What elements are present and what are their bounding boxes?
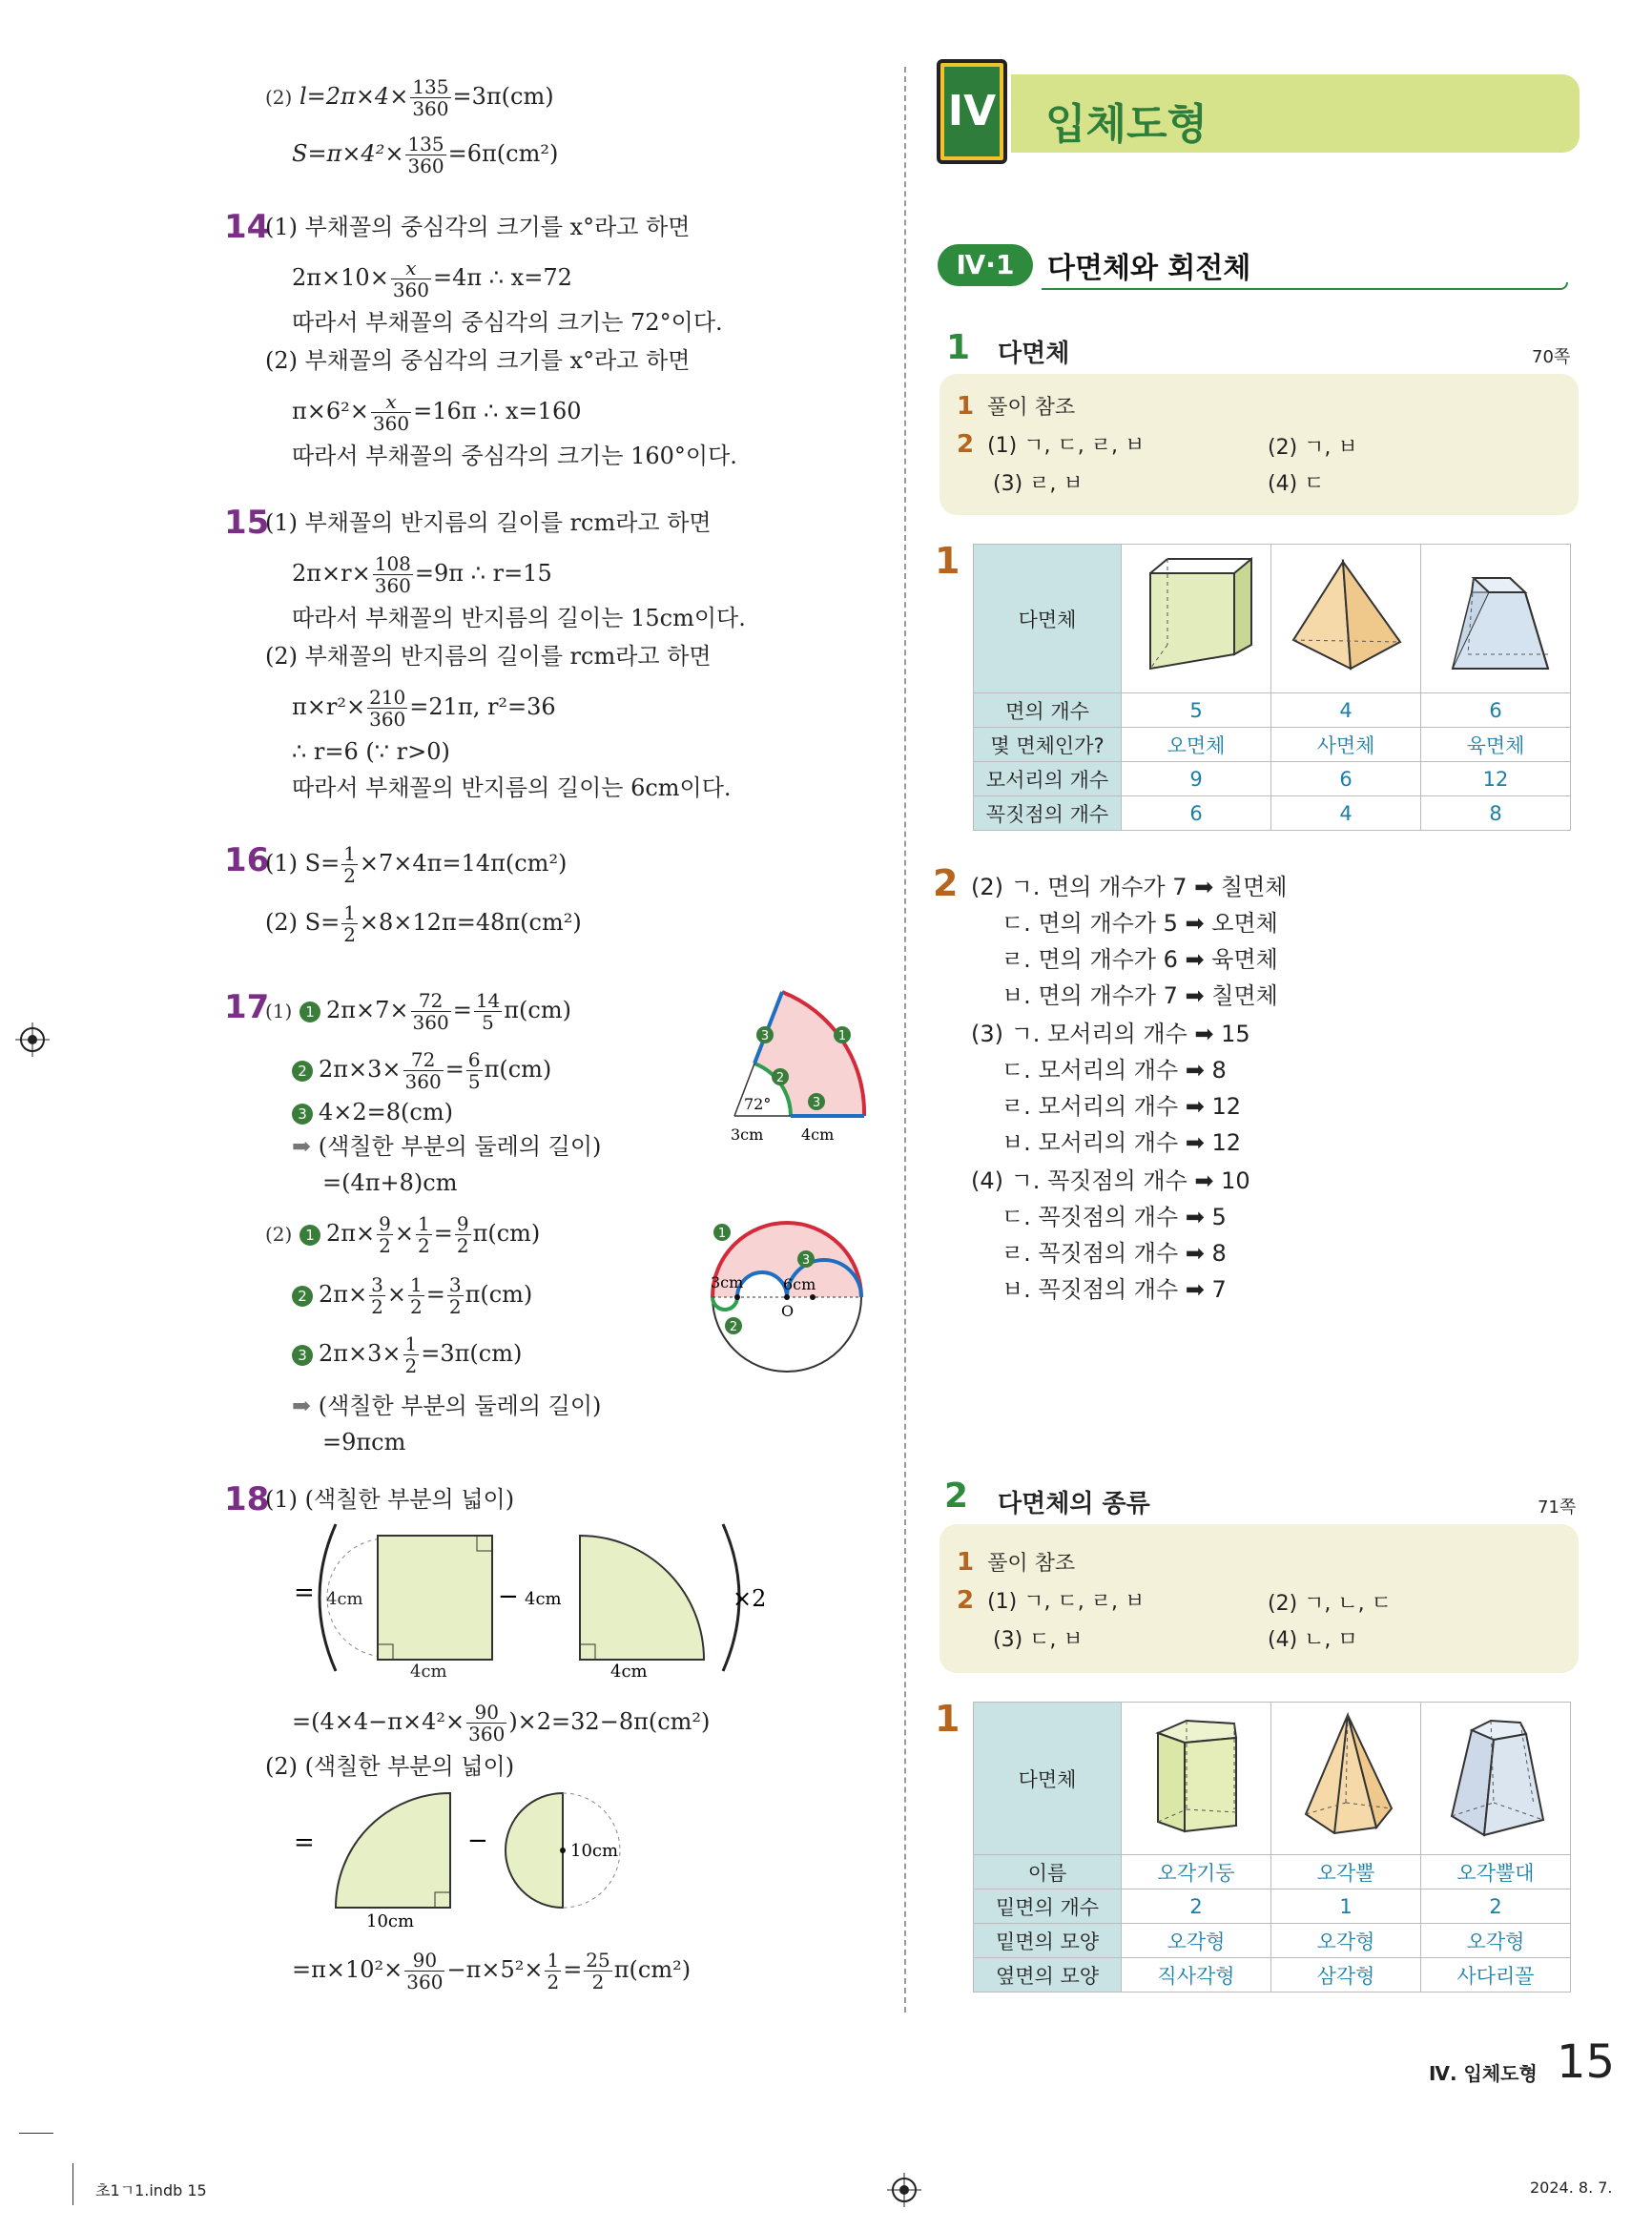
answer2-line: (2) ㄱ. 면의 개수가 7 ➡ 칠면체 (971, 874, 1288, 900)
answer2-line: ㄷ. 꼭짓점의 개수 ➡ 5 (1002, 1204, 1227, 1230)
fraction: $\frac{6}{5}$ (467, 1048, 481, 1093)
circled-1-icon: 1 (299, 1225, 320, 1246)
answer2-line: ㄹ. 면의 개수가 6 ➡ 육면체 (1002, 946, 1278, 973)
table-header: 다면체 (974, 545, 1122, 693)
fraction: $\frac{135}{360}$ (407, 133, 444, 177)
length-label: 4cm (410, 1662, 447, 1679)
p18-1-text: (1) (색칠한 부분의 넓이) (265, 1486, 515, 1513)
equals-sign: = (294, 1579, 315, 1607)
svg-text:3: 3 (760, 1029, 770, 1043)
column-divider (904, 67, 906, 2013)
problem-number-16: 16 (224, 841, 270, 879)
p13-2-line2: S=π×4²× $\frac{135}{360}$ =6π(cm²) (292, 133, 559, 177)
length-label: 4cm (610, 1662, 648, 1679)
tetrahedron-icon (1284, 554, 1408, 678)
shape-cell (1122, 1703, 1271, 1855)
chapter-roman: IV (944, 67, 1000, 156)
fraction: $\frac{72}{360}$ (404, 1048, 442, 1093)
arrow-right-icon: ➡ (292, 1133, 312, 1160)
center-label: O (781, 1302, 795, 1320)
p14-2-conclusion: 따라서 부채꼴의 중심각의 크기는 160°이다. (292, 443, 737, 469)
shape-cell (1271, 545, 1421, 693)
circle-figure-17-2 (701, 1211, 873, 1383)
fraction: $\frac{14}{5}$ (475, 989, 501, 1034)
p18-2-result: =π×10²× $\frac{90}{360}$ −π×5²× $\frac{1}{2}$ = $\frac{25}{2}$ π(cm²) (292, 1949, 692, 1993)
unit1-page: 70쪽 (1532, 347, 1571, 367)
p17-2-line5: =9πcm (322, 1429, 406, 1456)
fraction: $\frac{1}{2}$ (547, 1949, 560, 1993)
problem-number-14: 14 (224, 208, 270, 246)
footer-page-number: 15 (1557, 2035, 1616, 2089)
p14-1-text: (1) 부채꼴의 중심각의 크기를 x°라고 하면 (265, 214, 691, 240)
arrow-right-icon: ➡ (292, 1393, 312, 1419)
p14-2-eq: π×6²× $\frac{x}{360}$ =16π ∴ x=160 (292, 390, 582, 435)
footer-date: 2024. 8. 7. (1530, 2178, 1613, 2197)
crop-mark (19, 2133, 53, 2134)
fraction: $\frac{x}{360}$ (392, 257, 429, 301)
answer2-line: ㅂ. 면의 개수가 7 ➡ 칠면체 (1002, 982, 1278, 1009)
svg-text:1: 1 (837, 1029, 847, 1043)
table2-number: 1 (935, 1698, 960, 1740)
registration-mark-icon (885, 2171, 923, 2209)
problem-number-17: 17 (224, 988, 270, 1026)
length-label: 3cm (711, 1273, 744, 1291)
fraction: $\frac{9}{2}$ (379, 1212, 391, 1257)
p17-2-line3: 3 2π×3× $\frac{1}{2}$ =3π(cm) (292, 1333, 522, 1376)
circled-3-icon: 3 (292, 1345, 313, 1366)
table1-number: 1 (935, 540, 960, 582)
svg-text:3: 3 (812, 1096, 821, 1110)
pentagonal-pyramid-icon (1289, 1709, 1403, 1843)
section-tag: Ⅳ·1 (938, 244, 1033, 286)
p16-2: (2) S= $\frac{1}{2}$ ×8×12π=48π(cm²) (265, 901, 582, 946)
length-label: 6cm (783, 1275, 816, 1293)
p17-1-line4: ➡ (색칠한 부분의 둘레의 길이) (292, 1133, 602, 1160)
crop-mark (72, 2163, 73, 2205)
unit1-number: 1 (946, 328, 971, 367)
equals-sign: = (294, 1828, 315, 1857)
p17-1-line5: =(4π+8)cm (322, 1169, 458, 1196)
footer-file: 초1ㄱ1.indb 15 (95, 2181, 207, 2199)
p16-1: (1) S= $\frac{1}{2}$ ×7×4π=14π(cm²) (265, 842, 568, 887)
unit2-number: 2 (944, 1476, 969, 1516)
fraction: $\frac{1}{2}$ (343, 901, 356, 946)
p17-1-line3: 3 4×2=8(cm) (292, 1097, 453, 1127)
times-two: ×2 (733, 1585, 767, 1612)
fraction: $\frac{9}{2}$ (456, 1212, 469, 1257)
section-underline (1042, 282, 1568, 290)
length-label: 4cm (801, 1125, 835, 1144)
section-title: 다면체와 회전체 (1047, 252, 1251, 285)
p13-2-line1: (2) l=2π×4× $\frac{135}{360}$ =3π(cm) (265, 75, 554, 120)
shape-cell (1421, 1703, 1571, 1855)
answer2-line: (3) ㄱ. 모서리의 개수 ➡ 15 (971, 1021, 1250, 1047)
svg-text:3: 3 (801, 1253, 811, 1268)
p14-1-eq: 2π×10× $\frac{x}{360}$ =4π ∴ x=72 (292, 257, 572, 301)
p15-1-eq: 2π×r× $\frac{108}{360}$ =9π ∴ r=15 (292, 552, 552, 597)
circled-1-icon: 1 (299, 1001, 320, 1022)
sector-figure-17-1 (706, 982, 878, 1149)
table1: 다면체 면의 개수 5 4 6 몇 면체인가? 오면체 사면체 육면체 모서리의 개수 9 6 12 꼭짓점의 개수 6 4 8 (973, 544, 1571, 831)
pentagonal-prism-icon (1139, 1709, 1253, 1843)
p15-2-eq: π×r²× $\frac{210}{360}$ =21π, r²=36 (292, 686, 556, 731)
fraction: $\frac{135}{360}$ (412, 75, 449, 120)
pentagonal-frustum-icon (1438, 1709, 1553, 1843)
fraction: $\frac{108}{360}$ (374, 552, 411, 597)
unit2-answer-box: 1 풀이 참조 2 (1) ㄱ, ㄷ, ㄹ, ㅂ (2) ㄱ, ㄴ, ㄷ (3) ㄷ, ㅂ (4) ㄴ, ㅁ (940, 1524, 1579, 1673)
p18-1-result: =(4×4−π×4²× $\frac{90}{360}$ )×2=32−8π(cm²) (292, 1701, 711, 1745)
unit2-page: 71쪽 (1538, 1497, 1577, 1518)
fraction: $\frac{25}{2}$ (586, 1949, 610, 1993)
answer2-line: ㄹ. 꼭짓점의 개수 ➡ 8 (1002, 1240, 1227, 1267)
angle-label: 72° (744, 1095, 772, 1113)
fraction: $\frac{72}{360}$ (412, 989, 449, 1034)
shape-cell (1122, 545, 1271, 693)
answer2-line: ㅂ. 모서리의 개수 ➡ 12 (1002, 1129, 1242, 1156)
length-label: 4cm (525, 1589, 562, 1609)
length-label: 3cm (731, 1125, 764, 1144)
fraction: $\frac{1}{2}$ (343, 842, 356, 887)
fraction: $\frac{3}{2}$ (371, 1273, 383, 1318)
p14-1-conclusion: 따라서 부채꼴의 중심각의 크기는 72°이다. (292, 309, 723, 336)
p15-2-conclusion: 따라서 부채꼴의 반지름의 길이는 6cm이다. (292, 774, 732, 801)
circled-2-icon: 2 (292, 1286, 313, 1307)
p17-1-line2: 2 2π×3× $\frac{72}{360}$ = $\frac{6}{5}$ π(cm) (292, 1049, 551, 1092)
footer-chapter: Ⅳ. 입체도형 (1429, 2062, 1538, 2085)
circled-2-icon: 2 (292, 1061, 313, 1082)
svg-text:2: 2 (729, 1320, 738, 1334)
answer2-line: (4) ㄱ. 꼭짓점의 개수 ➡ 10 (971, 1167, 1250, 1194)
length-label: 4cm (326, 1589, 363, 1609)
p15-1-text: (1) 부채꼴의 반지름의 길이를 rcm라고 하면 (265, 509, 712, 536)
p15-2-text: (2) 부채꼴의 반지름의 길이를 rcm라고 하면 (265, 643, 712, 670)
table-header: 다면체 (974, 1703, 1122, 1855)
p17-2-line4: ➡ (색칠한 부분의 둘레의 길이) (292, 1393, 602, 1419)
unit1-title: 다면체 (998, 340, 1070, 368)
chapter-title: 입체도형 (1045, 100, 1208, 149)
length-label: 10cm (366, 1911, 415, 1931)
fraction: $\frac{1}{2}$ (417, 1212, 430, 1257)
fraction: $\frac{x}{360}$ (372, 390, 410, 435)
fraction: $\frac{1}{2}$ (410, 1273, 423, 1318)
p17-2-line1: (2) 1 2π× $\frac{9}{2}$ × $\frac{1}{2}$ = $\frac{9}{2}$ π(cm) (265, 1212, 541, 1257)
p14-2-text: (2) 부채꼴의 중심각의 크기를 x°라고 하면 (265, 347, 691, 374)
p15-1-conclusion: 따라서 부채꼴의 반지름의 길이는 15cm이다. (292, 605, 746, 631)
p17-2-line2: 2 2π× $\frac{3}{2}$ × $\frac{1}{2}$ = $\frac{3}{2}$ π(cm) (292, 1274, 532, 1317)
svg-text:2: 2 (775, 1071, 785, 1085)
answer2-number: 2 (933, 862, 959, 904)
fraction: $\frac{210}{360}$ (369, 686, 406, 731)
answer2-line: ㄷ. 모서리의 개수 ➡ 8 (1002, 1057, 1227, 1084)
problem-number-18: 18 (224, 1480, 270, 1518)
figure-18-2 (286, 1784, 649, 1936)
unit1-answer-box: 1 풀이 참조 2 (1) ㄱ, ㄷ, ㄹ, ㅂ (2) ㄱ, ㅂ (3) ㄹ, ㅂ (4) ㄷ (940, 374, 1579, 515)
fraction: $\frac{90}{360}$ (406, 1949, 444, 1993)
unit2-title: 다면체의 종류 (998, 1490, 1150, 1518)
fraction: $\frac{3}{2}$ (448, 1273, 462, 1318)
answer2-line: ㄹ. 모서리의 개수 ➡ 12 (1002, 1093, 1242, 1120)
p17-1-line1: (1) 1 2π×7× $\frac{72}{360}$ = $\frac{14}{5}$ π(cm) (265, 989, 571, 1034)
circled-3-icon: 3 (292, 1104, 313, 1125)
triangular-prism-icon (1139, 554, 1253, 678)
p18-2-text: (2) (색칠한 부분의 넓이) (265, 1753, 515, 1780)
shape-cell (1271, 1703, 1421, 1855)
answer2-line: ㅂ. 꼭짓점의 개수 ➡ 7 (1002, 1276, 1227, 1303)
length-label: 10cm (570, 1841, 619, 1861)
fraction: $\frac{1}{2}$ (404, 1332, 418, 1377)
svg-text:1: 1 (717, 1227, 727, 1241)
table2: 다면체 이름 오각기둥 오각뿔 오각뿔대 밑면의 개수 2 1 2 밑면의 모양 오각형 오각형 오각형 옆면의 모양 직사각형 삼각형 사다리꼴 (973, 1702, 1571, 1993)
minus-sign: − (467, 1827, 488, 1855)
shape-cell (1421, 545, 1571, 693)
figure-18-1 (286, 1517, 782, 1679)
minus-sign: − (498, 1582, 519, 1611)
p15-2-therefore: ∴ r=6 (∵ r>0) (292, 738, 450, 765)
problem-number-15: 15 (224, 504, 270, 542)
answer2-line: ㄷ. 면의 개수가 5 ➡ 오면체 (1002, 910, 1278, 937)
frustum-icon (1434, 554, 1558, 678)
registration-mark-icon (13, 1021, 52, 1059)
fraction: $\frac{90}{360}$ (468, 1701, 506, 1745)
